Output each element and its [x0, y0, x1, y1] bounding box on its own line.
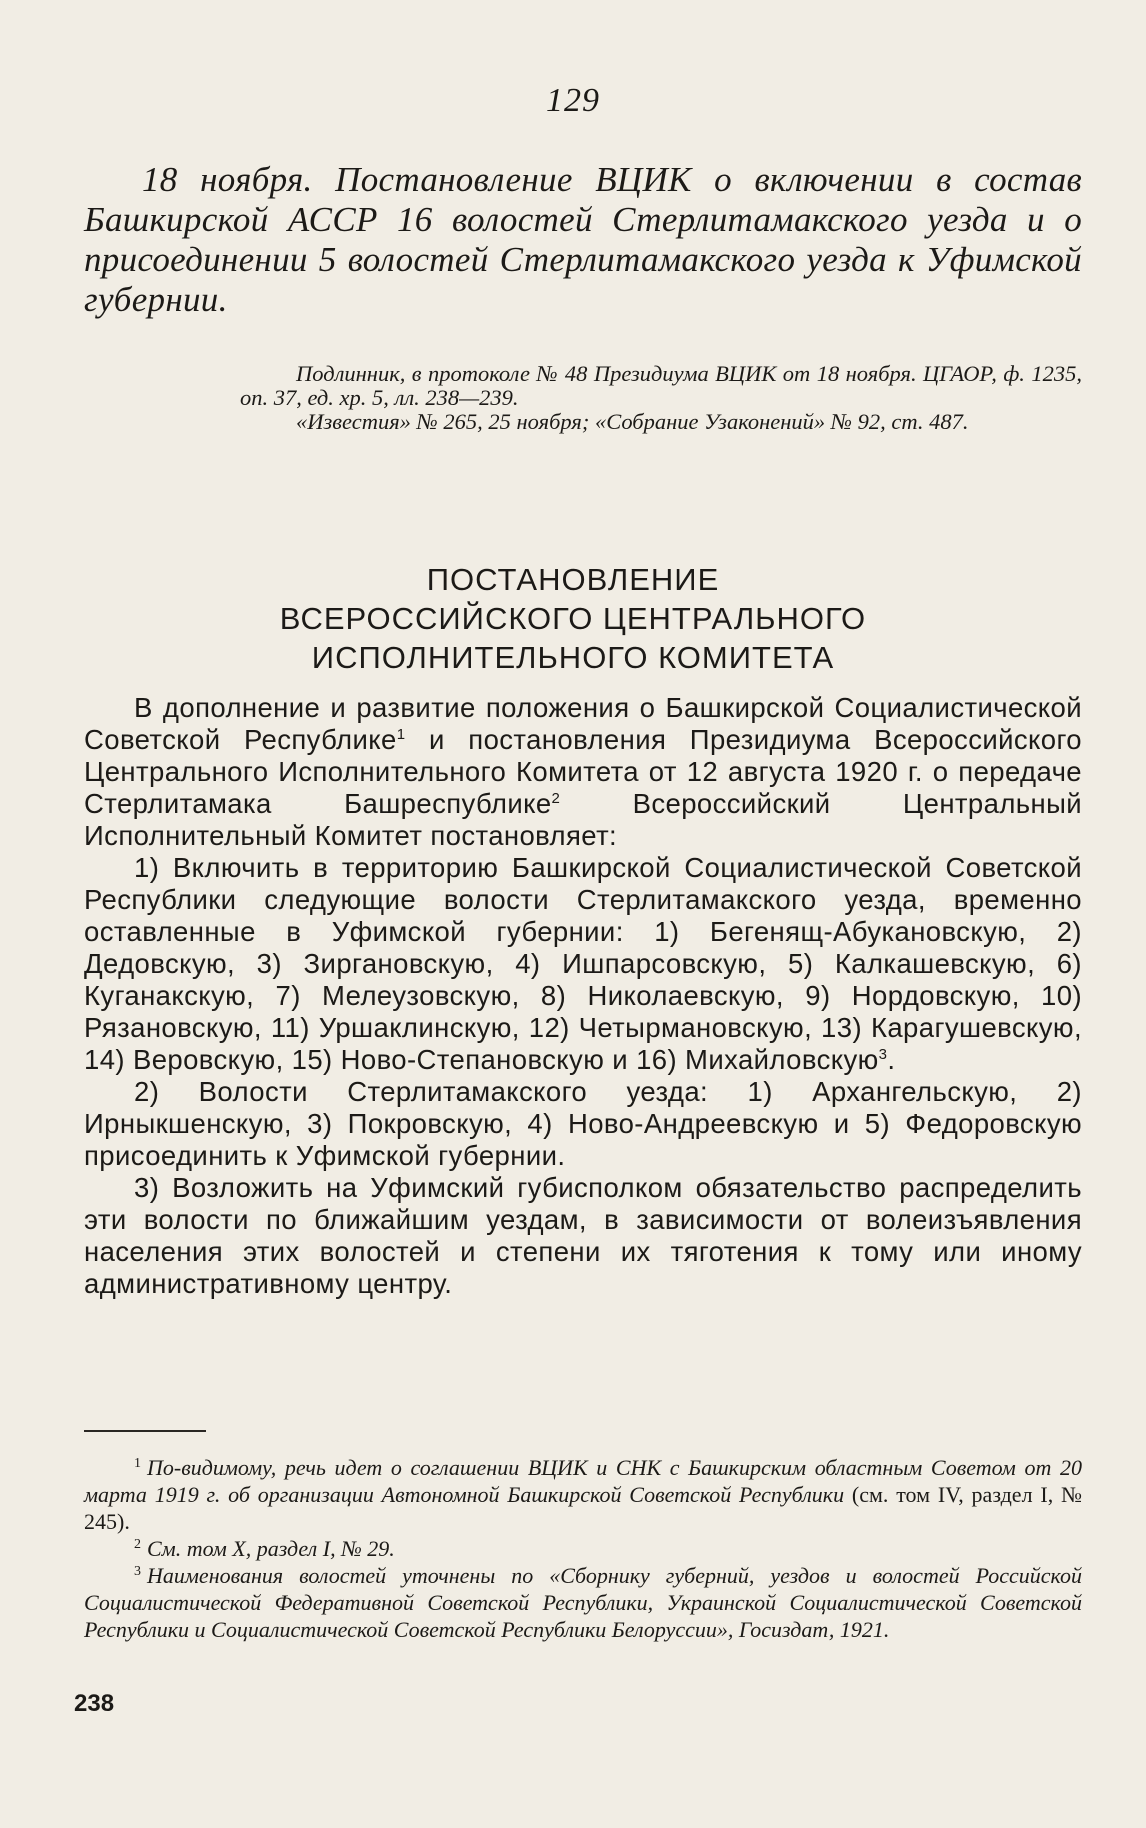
decree-title-line: ВСЕРОССИЙСКОГО ЦЕНТРАЛЬНОГО: [279, 601, 867, 636]
footnote-divider: [84, 1430, 206, 1432]
footnote-mark: 3: [134, 1563, 141, 1579]
preamble-text: и постановления Президиума Всероссийского Центрального Исполнительного Комитета от 12 августа 1920 г. о передаче Стерлитамака Башреспублике: [84, 724, 1082, 819]
clause-1-end: .: [887, 1044, 896, 1075]
decree-body: [84, 692, 1082, 1300]
footnote-text: Наименования волостей уточнены по «Сборнику губерний, уездов и волостей Российской Социалистической Федеративной Советской Республики, Украинской Социалистической Советской Республики и Социалистической Советской Республики Белоруссии», Госиздат, 1921.: [84, 1563, 1082, 1642]
footnote-ref-3: 3: [878, 1045, 888, 1063]
decree-clause-1: [84, 852, 1082, 1076]
clause-1-text: 1) Включить в территорию Башкирской Социалистической Советской Республики следующие волости Стерлитамакского уезда, временно оставленные в Уфимской губернии: 1) Бегенящ-Абукановскую, 2) Дедовскую, 3) Зиргановскую, 4) Ишпарсовскую, 5) Калкашевскую, 6) Куганакскую, 7) Мелеузовскую, 8) Николаевскую, 9) Нордовскую, 10) Рязановскую, 11) Уршаклинскую, 12) Четырмановскую, 13) Карагушевскую, 14) Веровскую, 15) Ново-Степановскую и 16) Михайловскую: [84, 852, 1082, 1075]
footnote-mark: 1: [134, 1455, 141, 1471]
decree-title-line: ПОСТАНОВЛЕНИЕ: [426, 562, 720, 597]
decree-preamble: [84, 692, 1082, 852]
footnote-reference: (см. том IV, раздел I, № 245).: [84, 1482, 1082, 1534]
page-number: 238: [74, 1690, 115, 1717]
footnote-mark: 2: [134, 1536, 141, 1552]
footnote-ref-2: 2: [551, 789, 561, 807]
footnote-text: По-видимому, речь идет о соглашении ВЦИК и СНК с Башкирским областным Советом от 20 марта 1919 г. об организации Автономной Башкирской Советской Республики: [84, 1455, 1082, 1507]
footnote-text: См. том X, раздел I, № 29.: [147, 1536, 395, 1561]
decree-title-line: ИСПОЛНИТЕЛЬНОГО КОМИТЕТА: [311, 640, 835, 675]
source-note-publication: «Известия» № 265, 25 ноября; «Собрание Узаконений» № 92, ст. 487.: [296, 409, 969, 434]
document-number: 129: [546, 82, 600, 119]
footnote-1: [84, 1454, 1082, 1535]
source-notes: [240, 362, 1082, 434]
footnote-3: [84, 1562, 1082, 1643]
source-note-archive: Подлинник, в протоколе № 48 Президиума ВЦИК от 18 ноября. ЦГАОР, ф. 1235, оп. 37, ед. хр. 5, лл. 238—239.: [240, 361, 1082, 410]
preamble-text: В дополнение и развитие положения о Башкирской Социалистической Советской Республике: [84, 692, 1082, 755]
decree-clause-3: 3) Возложить на Уфимский губисполком обязательство распределить эти волости по ближайшим уездам, в зависимости от волеизъявления населения этих волостей и степени их тяготения к тому или иному административному центру.: [84, 1172, 1082, 1299]
footnote-2: [84, 1535, 1082, 1562]
document-headline: 18 ноября. Постановление ВЦИК о включении в состав Башкирской АССР 16 волостей Стерлитамакского уезда и о присоединении 5 волостей Стерлитамакского уезда к Уфимской губернии.: [84, 160, 1082, 319]
decree-clause-2: 2) Волости Стерлитамакского уезда: 1) Архангельскую, 2) Ирныкшенскую, 3) Покровскую, 4) Ново-Андреевскую и 5) Федоровскую присоединить к Уфимской губернии.: [84, 1076, 1082, 1171]
footnotes: [84, 1454, 1082, 1643]
footnote-ref-1: 1: [396, 725, 406, 743]
preamble-text: Всероссийский Центральный Исполнительный Комитет постановляет:: [84, 788, 1083, 851]
decree-title: [0, 560, 1146, 677]
